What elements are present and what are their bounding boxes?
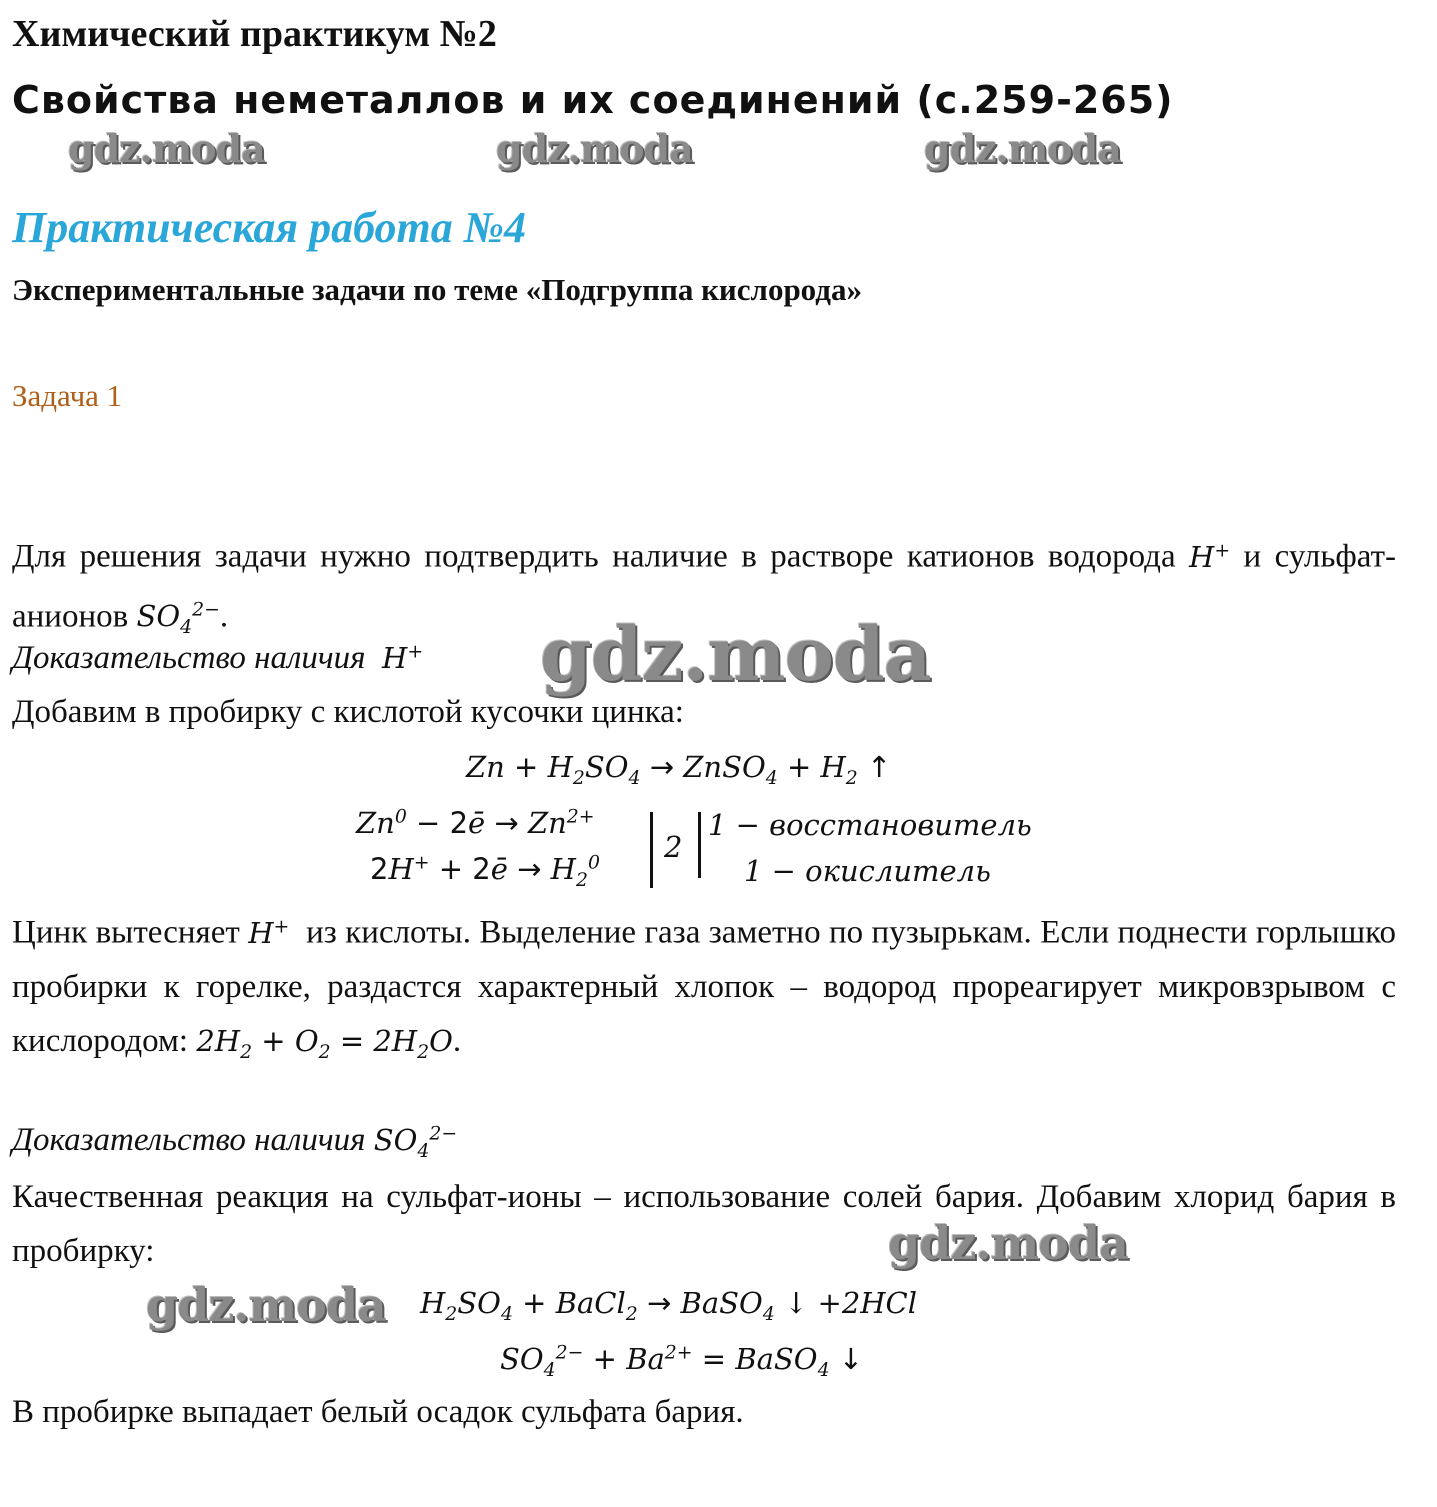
watermark-logo: gdz.moda bbox=[496, 126, 693, 171]
balance-line-1: Zn$^0$ − 2ē → $Zn^{2+}$ bbox=[356, 806, 595, 840]
proof-h-text: Добавим в пробирку с кислотой кусочки цинка: bbox=[12, 694, 684, 730]
work-title: Практическая работа №4 bbox=[12, 203, 526, 252]
proof-h-heading: Доказательство наличия H+ bbox=[12, 640, 424, 676]
balance-divider bbox=[650, 812, 653, 888]
water-equation: $2H_2 + O_2 = 2H_2O$ bbox=[196, 1023, 453, 1063]
barium-reaction-equation: $H_2SO_4$ + BaCl$_2$ → BaSO$_4$ ↓ +2HCl bbox=[420, 1286, 918, 1325]
balance-role-oxidizer: 1 − окислитель bbox=[744, 854, 991, 888]
balance-line-2: 2H+ + 2ē → $H_2^0$ bbox=[370, 852, 600, 891]
task-label: Задача 1 bbox=[12, 378, 123, 413]
ion-h: H+ bbox=[1189, 539, 1231, 574]
practicum-title: Химический практикум №2 bbox=[12, 13, 497, 55]
balance-divider bbox=[698, 812, 701, 878]
balance-role-reducer: 1 − восстановитель bbox=[708, 808, 1032, 842]
conclusion-text: В пробирке выпадает белый осадок сульфата бария. bbox=[12, 1394, 744, 1430]
zinc-reaction-equation: $Zn + H_2SO_4$ → ZnSO$_4$ + $H_2$ ↑ bbox=[466, 750, 892, 789]
watermark-logo: gdz.moda bbox=[68, 126, 265, 171]
watermark-logo: gdz.moda bbox=[146, 1278, 386, 1332]
proof-h-explanation: Цинк вытесняет H+ из кислоты. Выделение газа заметно по пузырькам. Если поднести горлышко пробирки к горелке, раздастся характерный хлопок – водород прореагирует микровзрывом с кислородом: $2H_2 + O_2 = 2H_2O$. bbox=[12, 914, 1396, 1063]
ion-so4: $SO_4^{2-}$ bbox=[136, 599, 220, 639]
watermark-logo: gdz.moda bbox=[540, 612, 931, 698]
ionic-equation: $SO_4^{2-} + Ba^{2+}$ = BaSO$_4$ ↓ bbox=[500, 1342, 864, 1381]
intro-paragraph: Для решения задачи нужно подтвердить наличие в растворе катионов водорода H+ и сульфат-анионов $SO_4^{2-}$. bbox=[12, 538, 1396, 639]
watermark-logo: gdz.moda bbox=[924, 126, 1121, 171]
balance-common: 2 bbox=[664, 830, 683, 864]
proof-so4-text: Качественная реакция на сульфат-ионы – использование солей бария. Добавим хлорид бария в пробирку: bbox=[12, 1179, 1396, 1269]
section-title: Свойства неметаллов и их соединений (с.259-265) bbox=[12, 78, 1174, 122]
work-subtitle: Экспериментальные задачи по теме «Подгруппа кислорода» bbox=[12, 272, 862, 307]
watermark-logo: gdz.moda bbox=[888, 1216, 1128, 1270]
proof-so4-heading: Доказательство наличия $SO_4^{2-}$ bbox=[12, 1122, 458, 1162]
